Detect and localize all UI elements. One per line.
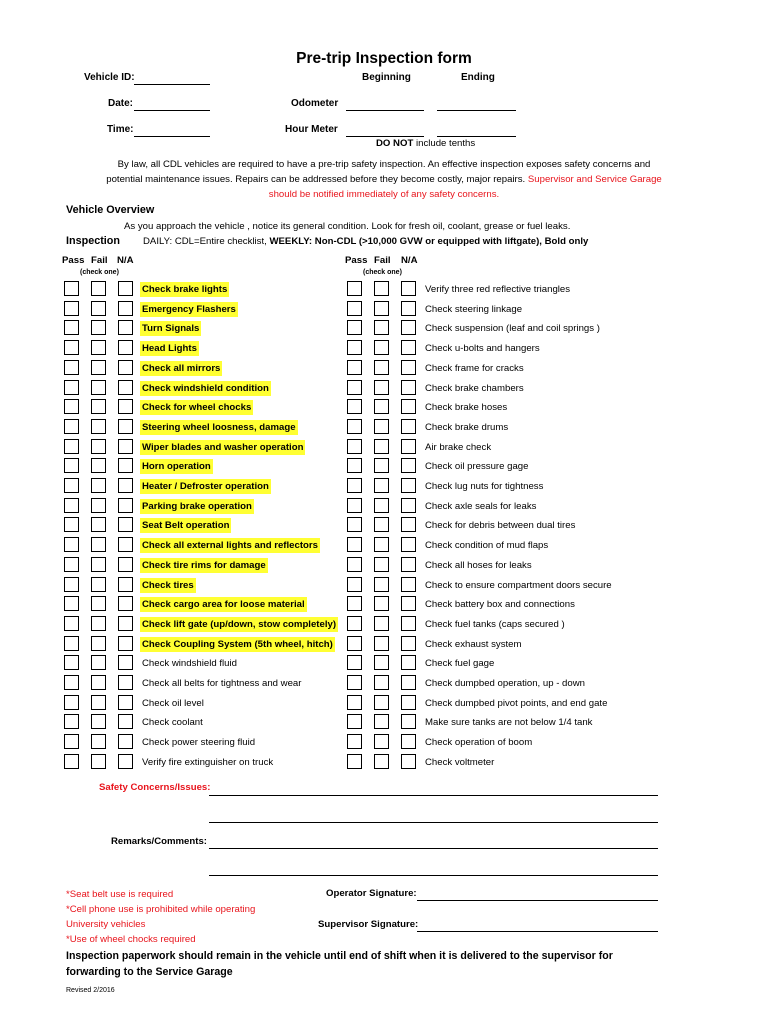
safety-concerns-label: Safety Concerns/Issues:	[99, 782, 211, 793]
pass-checkbox[interactable]	[347, 340, 362, 355]
fail-checkbox[interactable]	[374, 636, 389, 651]
checklist-item-label: Check dumpbed operation, up - down	[425, 678, 585, 689]
na-checkbox[interactable]	[401, 478, 416, 493]
fail-checkbox[interactable]	[374, 714, 389, 729]
checklist-item-label: Wiper blades and washer operation	[142, 441, 304, 453]
intro-line-2	[0, 172, 768, 187]
fail-checkbox[interactable]	[374, 340, 389, 355]
checklist-item-label: Make sure tanks are not below 1/4 tank	[425, 717, 593, 729]
checklist-row-right	[0, 380, 768, 397]
na-checkbox[interactable]	[401, 301, 416, 316]
checklist-row-right	[0, 596, 768, 613]
remarks-line-1[interactable]	[209, 848, 658, 849]
pass-checkbox[interactable]	[347, 281, 362, 296]
hour-meter-label: Hour Meter	[285, 124, 338, 135]
checklist-item-label: Check axle seals for leaks	[425, 500, 537, 512]
na-checkbox[interactable]	[401, 655, 416, 670]
na-checkbox[interactable]	[401, 636, 416, 651]
vehicle-overview-heading: Vehicle Overview	[66, 204, 155, 216]
note-university-vehicles: University vehicles	[66, 919, 146, 930]
na-checkbox[interactable]	[401, 537, 416, 552]
checklist-item-label: Check all hoses for leaks	[425, 559, 532, 571]
odometer-ending-field[interactable]	[437, 110, 516, 111]
na-checkbox[interactable]	[401, 320, 416, 335]
pass-checkbox[interactable]	[347, 458, 362, 473]
inspection-heading: Inspection	[66, 235, 120, 247]
weekly-label: WEEKLY:	[269, 236, 313, 247]
na-checkbox[interactable]	[401, 360, 416, 375]
fail-checkbox[interactable]	[374, 577, 389, 592]
checklist-row-right	[0, 695, 768, 712]
checklist-row-right	[0, 360, 768, 377]
checklist-item-label: Verify three red reflective triangles	[425, 284, 571, 295]
pass-checkbox[interactable]	[347, 498, 362, 513]
checklist-item-label: Steering wheel loosness, damage	[142, 421, 296, 433]
checklist-item-label: Check windshield condition	[142, 382, 269, 394]
na-checkbox[interactable]	[401, 517, 416, 532]
intro-line-2-red: Supervisor and Service Garage	[527, 174, 662, 185]
checklist-row-right	[0, 675, 768, 692]
checklist-item-label: Check exhaust system	[425, 638, 522, 650]
checklist-item-label: Check to ensure compartment doors secure	[425, 579, 612, 591]
checklist-item-label: Check windshield fluid	[142, 658, 237, 670]
pass-checkbox[interactable]	[347, 537, 362, 552]
bottom-notice-line-1: Inspection paperwork should remain in the vehicle until end of shift when it is delivered to the supervisor for	[66, 950, 613, 962]
fail-checkbox[interactable]	[374, 498, 389, 513]
checklist-item-label: Check operation of boom	[425, 737, 533, 749]
fail-checkbox[interactable]	[374, 301, 389, 316]
checklist-row-right	[0, 754, 768, 771]
fail-checkbox[interactable]	[374, 655, 389, 670]
checklist-row-right	[0, 714, 768, 731]
na-checkbox[interactable]	[401, 695, 416, 710]
fail-checkbox[interactable]	[374, 380, 389, 395]
pass-checkbox[interactable]	[347, 557, 362, 572]
vehicle-id-field[interactable]	[134, 84, 210, 85]
date-label: Date:	[108, 98, 134, 109]
na-checkbox[interactable]	[401, 419, 416, 434]
note-cell-phone: *Cell phone use is prohibited while operating	[66, 904, 256, 915]
checklist-row-right	[0, 734, 768, 751]
intro-line-1: By law, all CDL vehicles are required to have a pre-trip safety inspection. An effective inspection exposes safety concerns and	[117, 159, 651, 170]
na-checkbox[interactable]	[401, 399, 416, 414]
pass-checkbox[interactable]	[347, 478, 362, 493]
checklist-item-label: Heater / Defroster operation	[142, 481, 269, 492]
checklist-item-label: Check lift gate (up/down, stow completely)	[142, 618, 337, 630]
checklist-row-right	[0, 399, 768, 416]
pass-checkbox[interactable]	[347, 320, 362, 335]
note-wheel-chocks: *Use of wheel chocks required	[66, 934, 196, 945]
na-checkbox[interactable]	[401, 340, 416, 355]
odometer-label: Odometer	[291, 98, 339, 109]
pass-checkbox[interactable]	[347, 517, 362, 532]
pass-checkbox[interactable]	[347, 577, 362, 592]
pass-checkbox[interactable]	[347, 695, 362, 710]
na-checkbox[interactable]	[401, 734, 416, 749]
include-tenths-text: include tenths	[415, 138, 476, 149]
checklist-item-label: Check all external lights and reflectors	[142, 540, 318, 552]
checklist-item-label: Turn Signals	[142, 323, 200, 335]
checklist-row-right	[0, 655, 768, 672]
include-tenths-note	[376, 138, 475, 149]
checklist-item-label: Check tire rims for damage	[142, 559, 266, 571]
checklist-item-label: Emergency Flashers	[142, 303, 236, 315]
checklist-row-right	[0, 537, 768, 554]
na-checkbox[interactable]	[401, 557, 416, 572]
operator-signature-field[interactable]	[417, 900, 658, 901]
checklist-item-label: Check brake drums	[425, 421, 509, 433]
pass-checkbox[interactable]	[347, 675, 362, 690]
pass-checkbox[interactable]	[347, 360, 362, 375]
na-checkbox[interactable]	[401, 596, 416, 611]
check-one-right: (check one)	[363, 269, 402, 276]
vehicle-overview-text: As you approach the vehicle , notice its general condition. Look for fresh oil, coolant, grease or fuel leaks.	[124, 221, 571, 232]
checklist-item-label: Check brake chambers	[425, 382, 524, 394]
checklist-item-label: Check oil level	[142, 697, 204, 709]
na-checkbox[interactable]	[401, 439, 416, 454]
checklist-row-right	[0, 478, 768, 495]
fail-checkbox[interactable]	[374, 537, 389, 552]
fail-checkbox[interactable]	[374, 458, 389, 473]
do-not-text: DO NOT	[376, 138, 414, 149]
pass-checkbox[interactable]	[347, 734, 362, 749]
pass-checkbox[interactable]	[347, 399, 362, 414]
fail-checkbox[interactable]	[374, 399, 389, 414]
pass-checkbox[interactable]	[347, 301, 362, 316]
checklist-row-right	[0, 616, 768, 633]
checklist-item-label: Check cargo area for loose material	[142, 599, 305, 611]
supervisor-signature-label: Supervisor Signature:	[318, 919, 419, 930]
na-checkbox[interactable]	[401, 281, 416, 296]
checklist-row-right	[0, 498, 768, 515]
checklist-row-right	[0, 636, 768, 653]
checklist-item-label: Seat Belt operation	[142, 520, 230, 532]
checklist-item-label: Check coolant	[142, 717, 203, 729]
fail-header-right: Fail	[374, 255, 391, 266]
vehicle-id-label: Vehicle ID:	[84, 72, 135, 83]
note-seat-belt: *Seat belt use is required	[66, 889, 174, 900]
na-checkbox[interactable]	[401, 616, 416, 631]
checklist-item-label: Check all mirrors	[142, 362, 221, 374]
na-checkbox[interactable]	[401, 714, 416, 729]
checklist-row-right	[0, 557, 768, 574]
fail-checkbox[interactable]	[374, 281, 389, 296]
inspection-instructions	[143, 236, 588, 247]
pass-checkbox[interactable]	[347, 636, 362, 651]
checklist-item-label: Check oil pressure gage	[425, 461, 529, 473]
pass-checkbox[interactable]	[347, 616, 362, 631]
checklist-item-label: Head Lights	[142, 343, 197, 355]
page-title: Pre-trip Inspection form	[296, 50, 472, 67]
remarks-line-2[interactable]	[209, 875, 658, 876]
pass-checkbox[interactable]	[347, 439, 362, 454]
na-checkbox[interactable]	[401, 458, 416, 473]
checklist-row-right	[0, 301, 768, 318]
remarks-label: Remarks/Comments:	[111, 836, 207, 847]
checklist-row-right	[0, 340, 768, 357]
pass-checkbox[interactable]	[347, 596, 362, 611]
checklist-item-label: Check frame for cracks	[425, 362, 524, 374]
fail-checkbox[interactable]	[374, 360, 389, 375]
checklist-item-label: Check u-bolts and hangers	[425, 343, 540, 355]
checklist-item-label: Check for debris between dual tires	[425, 520, 576, 532]
checklist-item-label: Check tires	[142, 579, 194, 591]
na-checkbox[interactable]	[401, 754, 416, 769]
checklist-item-label: Check fuel tanks (caps secured )	[425, 618, 565, 630]
na-checkbox[interactable]	[401, 577, 416, 592]
pass-checkbox[interactable]	[347, 754, 362, 769]
checklist-item-label: Air brake check	[425, 441, 492, 453]
operator-signature-label: Operator Signature:	[326, 888, 417, 899]
checklist-item-label: Check fuel gage	[425, 658, 495, 670]
checklist-item-label: Check power steering fluid	[142, 737, 256, 749]
bottom-notice-line-2: forwarding to the Service Garage	[66, 966, 233, 978]
date-field[interactable]	[134, 110, 210, 111]
fail-checkbox[interactable]	[374, 419, 389, 434]
safety-concerns-line-2[interactable]	[209, 822, 658, 823]
daily-text: DAILY: CDL=Entire checklist,	[143, 236, 267, 247]
fail-checkbox[interactable]	[374, 478, 389, 493]
pass-checkbox[interactable]	[347, 714, 362, 729]
intro-line-3: should be notified immediately of any safety concerns.	[268, 189, 500, 200]
checklist-item-label: Check all belts for tightness and wear	[142, 678, 302, 689]
check-one-left: (check one)	[80, 269, 119, 276]
checklist-item-label: Check condition of mud flaps	[425, 540, 549, 552]
intro-line-2-text: potential maintenance issues. Repairs can be addressed before they become costly, major repairs.	[106, 174, 526, 185]
checklist-row-right	[0, 281, 768, 298]
pass-checkbox[interactable]	[347, 380, 362, 395]
checklist-row-right	[0, 320, 768, 337]
checklist-item-label: Verify fire extinguisher on truck	[142, 756, 274, 768]
checklist-row-right	[0, 517, 768, 534]
checklist-item-label: Check for wheel chocks	[142, 402, 252, 414]
fail-checkbox[interactable]	[374, 695, 389, 710]
checklist-item-label: Horn operation	[142, 461, 211, 473]
ending-label: Ending	[461, 72, 495, 83]
na-header-right: N/A	[401, 255, 418, 266]
fail-checkbox[interactable]	[374, 439, 389, 454]
fail-header-left: Fail	[91, 255, 108, 266]
hour-meter-ending-field[interactable]	[437, 136, 516, 137]
fail-checkbox[interactable]	[374, 517, 389, 532]
checklist-item-label: Parking brake operation	[142, 500, 252, 512]
safety-concerns-line-1[interactable]	[209, 795, 658, 796]
pass-header-right: Pass	[345, 255, 368, 266]
checklist-item-label: Check battery box and connections	[425, 599, 575, 611]
pass-checkbox[interactable]	[347, 655, 362, 670]
time-field[interactable]	[134, 136, 210, 137]
checklist-item-label: Check suspension (leaf and coil springs )	[425, 323, 600, 335]
fail-checkbox[interactable]	[374, 616, 389, 631]
time-label: Time:	[107, 124, 134, 135]
checklist-row-right	[0, 577, 768, 594]
checklist-item-label: Check brake hoses	[425, 402, 508, 414]
fail-checkbox[interactable]	[374, 734, 389, 749]
fail-checkbox[interactable]	[374, 557, 389, 572]
odometer-beginning-field[interactable]	[346, 110, 424, 111]
supervisor-signature-field[interactable]	[417, 931, 658, 932]
checklist-item-label: Check lug nuts for tightness	[425, 481, 544, 492]
beginning-label: Beginning	[362, 72, 411, 83]
checklist-item-label: Check brake lights	[142, 284, 228, 295]
checklist-row-right	[0, 439, 768, 456]
hour-meter-beginning-field[interactable]	[346, 136, 424, 137]
na-header-left: N/A	[117, 255, 134, 266]
fail-checkbox[interactable]	[374, 675, 389, 690]
pass-header-left: Pass	[62, 255, 85, 266]
checklist-row-right	[0, 419, 768, 436]
na-checkbox[interactable]	[401, 498, 416, 513]
checklist-item-label: Check dumpbed pivot points, and end gate	[425, 697, 608, 709]
revised-date: Revised 2/2016	[66, 987, 115, 994]
fail-checkbox[interactable]	[374, 596, 389, 611]
pass-checkbox[interactable]	[347, 419, 362, 434]
na-checkbox[interactable]	[401, 380, 416, 395]
na-checkbox[interactable]	[401, 675, 416, 690]
checklist-item-label: Check voltmeter	[425, 756, 495, 768]
weekly-text: Non-CDL (>10,000 GVW or equipped with liftgate), Bold only	[314, 236, 589, 247]
checklist-item-label: Check Coupling System (5th wheel, hitch)	[142, 638, 333, 650]
checklist-row-right	[0, 458, 768, 475]
fail-checkbox[interactable]	[374, 754, 389, 769]
checklist-item-label: Check steering linkage	[425, 303, 523, 315]
fail-checkbox[interactable]	[374, 320, 389, 335]
